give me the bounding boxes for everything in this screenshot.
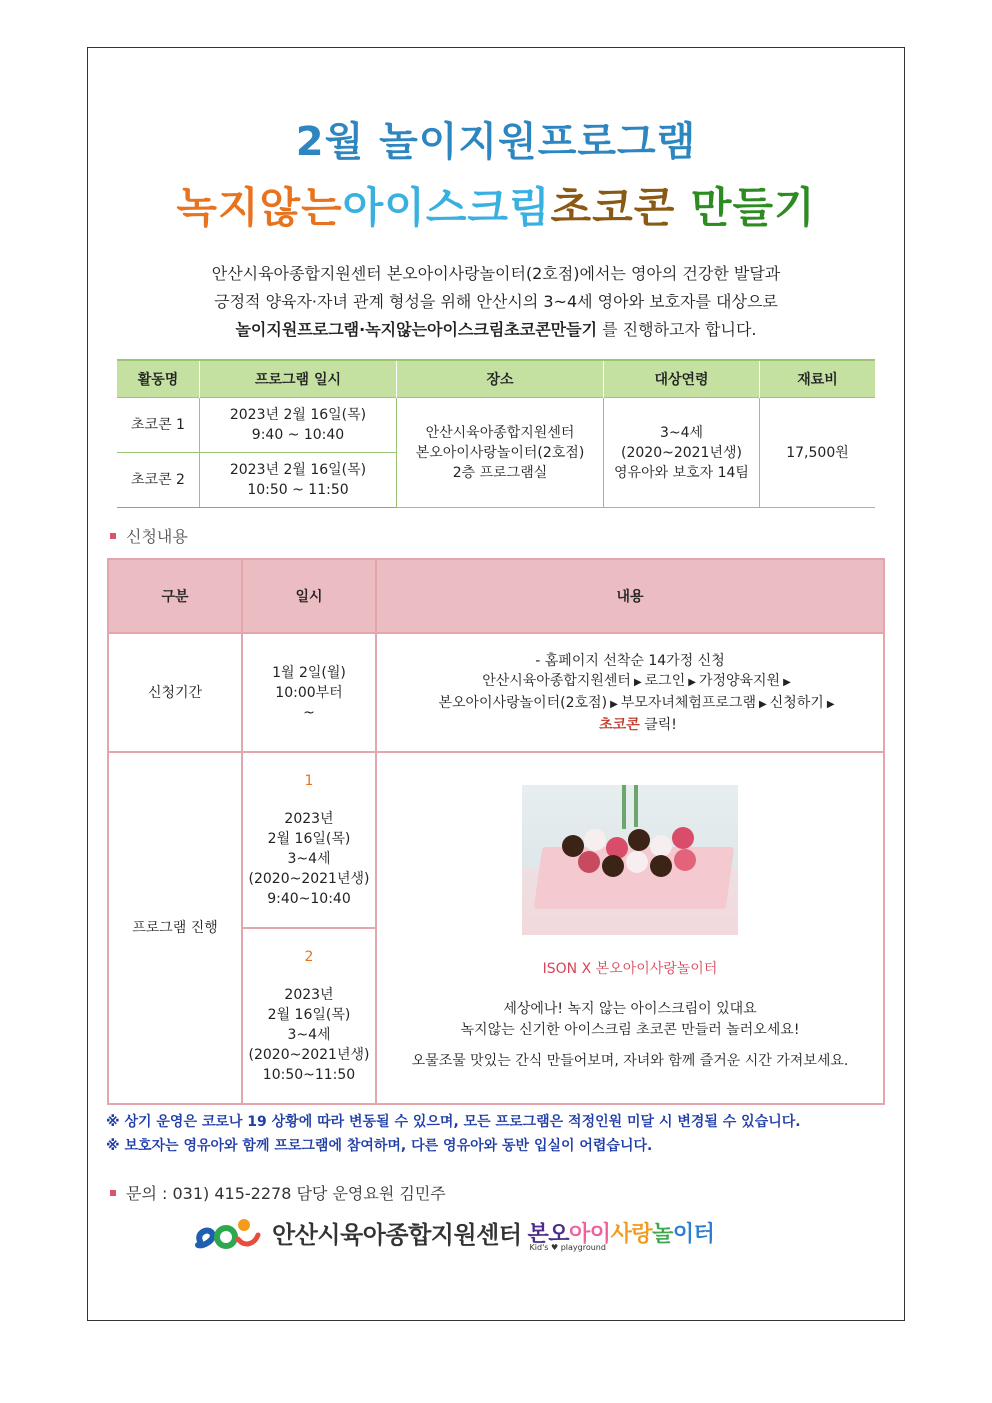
program-table	[117, 359, 875, 508]
playground-name-part: 사랑	[610, 1221, 653, 1247]
session-age: 3~4세	[287, 1027, 331, 1043]
intro-line-3	[88, 316, 904, 344]
table-row	[117, 398, 875, 453]
progress-label: 프로그램 진행	[108, 752, 242, 1104]
cone-shape	[578, 851, 600, 873]
apply-step: - 홈페이지 선착순 14가정 신청	[535, 652, 725, 669]
subtitle-part-4: 만들기	[690, 183, 816, 232]
cone-shape	[672, 827, 694, 849]
poster-frame	[87, 47, 905, 1321]
step-text: 로그인	[644, 672, 686, 689]
playground-logo	[527, 1217, 715, 1252]
period-date-line: 10:00부터	[275, 684, 343, 701]
cone-shape	[626, 851, 648, 873]
apply-step	[385, 671, 875, 693]
step-text: 본오아이사랑놀이터(2호점)	[438, 694, 608, 711]
activity-name: 초코콘 1	[117, 398, 200, 453]
page-subtitle	[88, 175, 904, 235]
arrow-right-icon: ▶	[759, 698, 767, 710]
apply-steps	[376, 633, 884, 752]
period-date-line: 1월 2일(월)	[272, 664, 346, 681]
table-row	[108, 633, 884, 752]
session-year: 2023년	[284, 987, 334, 1003]
session-cell	[242, 752, 376, 928]
section-title-text: 신청내용	[126, 527, 188, 546]
contact-text: 문의 : 031) 415-2278 담당 운영요원 김민주	[126, 1184, 446, 1203]
note-line: ※ 상기 운영은 코로나 19 상황에 따라 변동될 수 있으며, 모든 프로그램은 적정인원 미달 시 변경될 수 있습니다.	[106, 1114, 801, 1130]
intro-program-name: 놀이지원프로그램·녹지않는아이스크림초코콘만들기	[235, 320, 598, 339]
cone-shape	[628, 829, 650, 851]
playground-tagline: Kid's ♥ playground	[529, 1242, 606, 1252]
period-label: 신청기간	[108, 633, 242, 752]
header-age: 대상연령	[604, 360, 760, 398]
header-datetime: 프로그램 일시	[200, 360, 397, 398]
step-text: 부모자녀체험프로그램	[620, 694, 757, 711]
subtitle-part-3: 초코콘	[550, 183, 676, 232]
activity-time: 10:50 ~ 11:50	[247, 482, 349, 498]
step-text: 신청하기	[769, 694, 824, 711]
intro-line-3-rest: 를 진행하고자 합니다.	[602, 320, 757, 339]
center-logo-icon	[194, 1211, 264, 1253]
place-line: 본오아이사랑놀이터(2호점)	[415, 444, 585, 461]
arrow-right-icon: ▶	[633, 676, 642, 688]
cone-shape	[650, 855, 672, 877]
session-year: 2023년	[284, 811, 334, 827]
activity-time: 9:40 ~ 10:40	[251, 427, 345, 443]
age-line: (2020~2021년생)	[621, 444, 742, 461]
period-date-line: ~	[303, 704, 315, 721]
session-date: 2월 16일(목)	[267, 831, 351, 847]
activity-name: 초코콘 2	[117, 453, 200, 508]
place-line: 2층 프로그램실	[452, 464, 548, 481]
description-line: 녹지않는 신기한 아이스크림 초코콘 만들러 놀러오세요!	[460, 1021, 800, 1038]
apply-step	[385, 693, 875, 715]
session-cell	[242, 928, 376, 1104]
cone-shape	[602, 855, 624, 877]
activity-datetime	[200, 453, 397, 508]
session-age: 3~4세	[287, 851, 331, 867]
header-content: 내용	[376, 559, 884, 633]
playground-name-part: 이터	[672, 1221, 715, 1247]
header-activity: 활동명	[117, 360, 200, 398]
session-time: 10:50~11:50	[262, 1067, 356, 1083]
playground-name-part: 본오	[527, 1221, 570, 1247]
contact-info	[110, 1181, 446, 1204]
session-date: 2월 16일(목)	[267, 1007, 351, 1023]
page-title: 2월 놀이지원프로그램	[295, 119, 697, 165]
arrow-right-icon: ▶	[783, 676, 791, 688]
apply-step	[385, 715, 875, 735]
session-number: 1	[304, 773, 314, 789]
activity-age	[604, 398, 760, 508]
program-content	[376, 752, 884, 1104]
session-birth: (2020~2021년생)	[248, 1047, 370, 1063]
session-number: 2	[304, 949, 314, 965]
intro-line-1: 안산시육아종합지원센터 본오아이사랑놀이터(2호점)에서는 영아의 건강한 발달과	[211, 264, 781, 283]
session-time: 9:40~10:40	[267, 891, 351, 907]
intro-line-2: 긍정적 양육자·자녀 관계 형성을 위해 안산시의 3~4세 영아와 보호자를 대상으로	[214, 292, 778, 311]
arrow-right-icon: ▶	[826, 698, 835, 710]
header-date: 일시	[242, 559, 376, 633]
intro-text	[88, 260, 904, 344]
cone-shape	[650, 835, 672, 857]
activity-place	[397, 398, 604, 508]
arrow-right-icon: ▶	[610, 698, 618, 710]
activity-fee: 17,500원	[760, 398, 876, 508]
session-birth: (2020~2021년생)	[248, 871, 370, 887]
photo-caption: ISON X 본오아이사랑놀이터	[542, 960, 718, 977]
playground-name-part: 놀	[652, 1221, 673, 1247]
header-fee: 재료비	[760, 360, 876, 398]
notes	[106, 1110, 801, 1158]
activity-date: 2023년 2월 16일(목)	[229, 462, 367, 478]
section-title	[110, 524, 188, 547]
step-text: 클릭!	[644, 716, 677, 733]
step-text: 안산시육아종합지원센터	[482, 672, 631, 689]
description-line: 오물조물 맛있는 간식 만들어보며, 자녀와 함께 즐거운 시간 가져보세요.	[411, 1052, 849, 1069]
header-place: 장소	[397, 360, 604, 398]
age-line: 3~4세	[659, 424, 704, 441]
center-name: 안산시육아종합지원센터	[272, 1220, 522, 1249]
highlight-text: 초코콘	[599, 716, 640, 733]
note-line: ※ 보호자는 영유아와 함께 프로그램에 참여하며, 다른 영유아와 동반 입실이 어렵습니다.	[106, 1138, 653, 1154]
flower-stem	[622, 785, 626, 829]
cone-shape	[584, 829, 606, 851]
step-text: 가정양육지원	[698, 672, 781, 689]
description-line: 세상에나! 녹지 않는 아이스크림이 있대요	[503, 1000, 757, 1017]
square-bullet-icon	[110, 533, 116, 539]
subtitle-part-2: 아이스크림	[342, 183, 551, 232]
header-category: 구분	[108, 559, 242, 633]
activity-datetime	[200, 398, 397, 453]
footer-logos	[194, 1210, 714, 1254]
square-bullet-icon	[110, 1190, 116, 1196]
program-description	[378, 999, 882, 1072]
apply-table	[107, 558, 885, 1105]
age-line: 영유아와 보호자 14팀	[614, 464, 749, 481]
flower-stem	[634, 785, 638, 827]
playground-name-part: 아이	[569, 1221, 611, 1247]
period-date	[242, 633, 376, 752]
arrow-right-icon: ▶	[688, 676, 696, 688]
place-line: 안산시육아종합지원센터	[425, 424, 575, 441]
subtitle-part-1: 녹지않는	[176, 183, 343, 232]
cone-shape	[674, 849, 696, 871]
table-row	[108, 752, 884, 928]
activity-date: 2023년 2월 16일(목)	[229, 407, 367, 423]
chococone-photo	[522, 785, 738, 935]
